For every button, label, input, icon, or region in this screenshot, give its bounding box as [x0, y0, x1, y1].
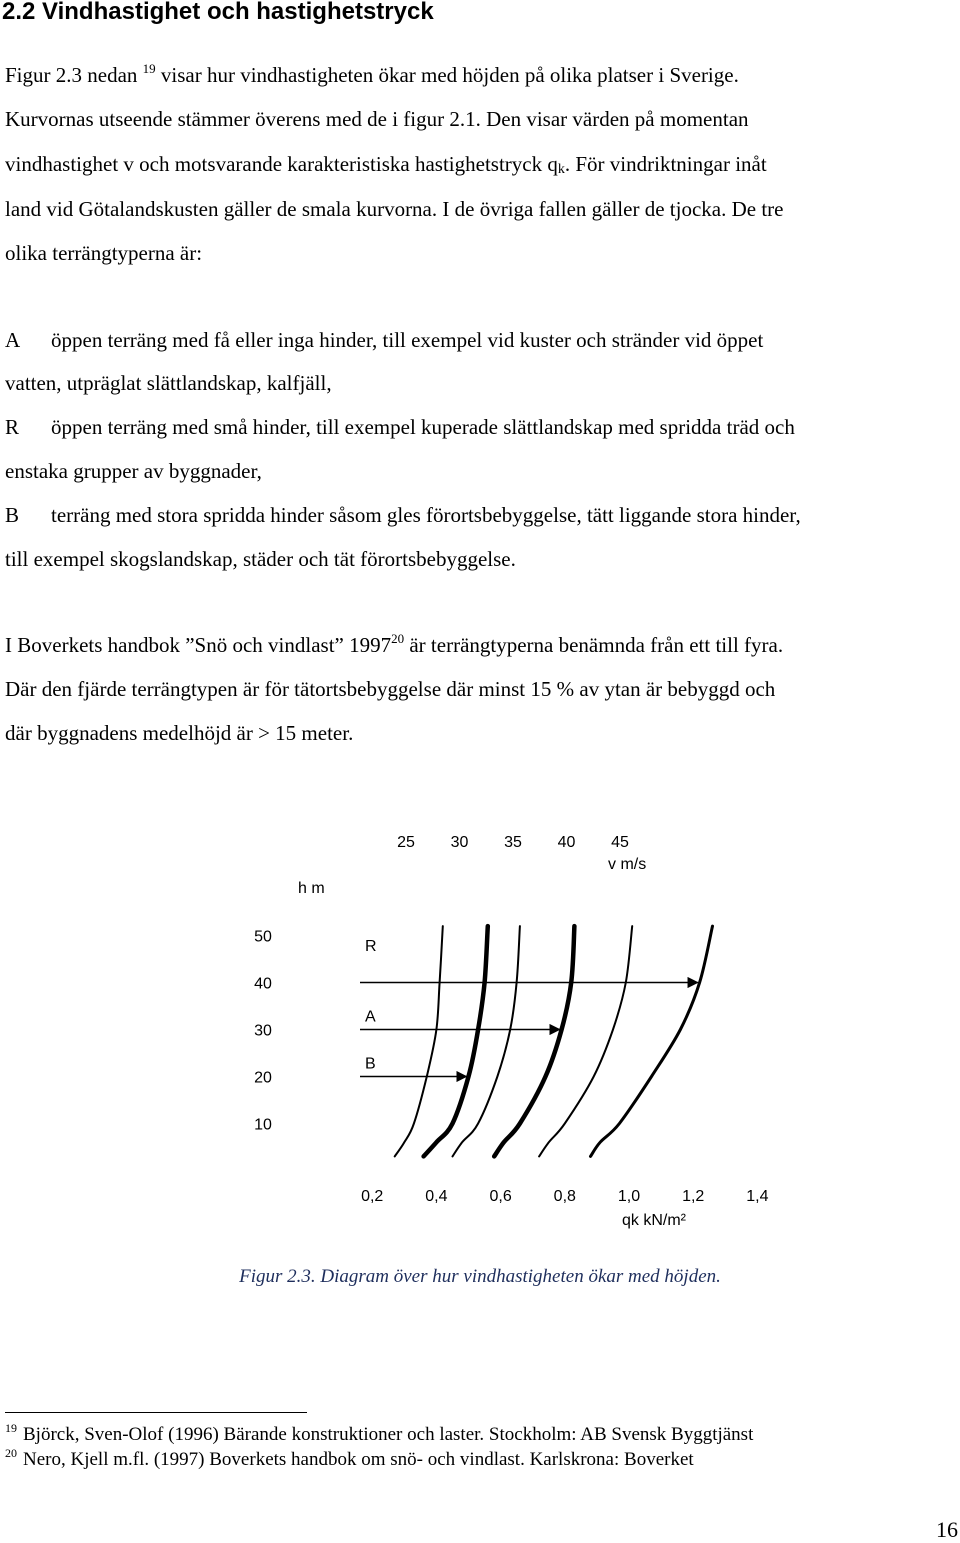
top-axis-ticks — [397, 834, 629, 851]
terrain-text-a: öppen terräng med få eller inga hinder, till exempel vid kuster och stränder vid öppet — [51, 328, 764, 352]
footnote-ref-20[interactable]: 20 — [391, 631, 405, 646]
y-tick-20: 20 — [254, 1069, 272, 1087]
bottom-tick-1,4: 1,4 — [746, 1188, 769, 1205]
paragraph2-line1 — [5, 632, 783, 658]
paragraph1-line2: Kurvornas utseende stämmer överens med de i figur 2.1. Den visar värden på momentan — [5, 107, 749, 131]
bottom-tick-1,0: 1,0 — [617, 1188, 641, 1205]
bottom-tick-0,8: 0,8 — [553, 1188, 576, 1205]
figure-caption: Figur 2.3. Diagram över hur vindhastigheten ökar med höjden. — [239, 1266, 721, 1287]
terrain-item-b — [5, 502, 801, 528]
terrain-letter-a: A — [5, 328, 21, 352]
section-heading: 2.2 Vindhastighet och hastighetstryck — [2, 0, 434, 25]
footnote-text-19: Björck, Sven-Olof (1996) Bärande konstruktioner och laster. Stockholm: AB Svensk Byggtjänst — [23, 1424, 754, 1445]
p1-l3-sub: k — [557, 162, 565, 177]
bottom-tick-1,2: 1,2 — [682, 1188, 705, 1205]
y-tick-30: 30 — [254, 1022, 272, 1040]
paragraph1-line1 — [5, 62, 739, 88]
p1-text-a: Figur 2.3 nedan — [5, 63, 138, 87]
footnote-19 — [5, 1423, 753, 1447]
footnote-text-20: Nero, Kjell m.fl. (1997) Boverkets handbok om snö- och vindlast. Karlskrona: Boverket — [23, 1449, 694, 1470]
footnote-rule — [5, 1412, 307, 1413]
top-tick-45: 45 — [611, 834, 629, 851]
top-tick-30: 30 — [450, 834, 469, 851]
footnote-20 — [5, 1448, 694, 1472]
top-tick-40: 40 — [557, 834, 576, 851]
p2-text-a: I Boverkets handbok ”Snö och vindlast” 1997 — [5, 633, 392, 657]
y-axis-ticks — [254, 929, 272, 1134]
terrain-text-b: terräng med stora spridda hinder såsom gles förortsbebyggelse, tätt liggande stora hinder, — [51, 503, 801, 527]
page-number: 16 — [936, 1517, 958, 1542]
terrain-letter-b: B — [5, 503, 20, 527]
y-tick-50: 50 — [254, 928, 272, 946]
p1-l3-a: vindhastighet v och motsvarande karakteristiska hastighetstryck q — [5, 152, 558, 176]
terrain-label-r: R — [365, 938, 377, 955]
terrain-letter-r: R — [5, 415, 20, 439]
bottom-axis-label: qk kN/m² — [622, 1212, 686, 1229]
curve-a — [494, 926, 574, 1156]
terrain-item-r — [5, 414, 795, 440]
bottom-tick-0,4: 0,4 — [425, 1188, 448, 1205]
p1-text-b: visar hur vindhastigheten ökar med höjden på olika platser i Sverige. — [160, 63, 739, 87]
terrain-cont-b: till exempel skogslandskap, städer och tät förortsbebyggelse. — [5, 547, 516, 571]
y-tick-40: 40 — [254, 975, 272, 993]
arrows — [360, 983, 698, 1077]
top-axis-label: v m/s — [608, 856, 647, 873]
paragraph2-line3: där byggnadens medelhöjd är > 15 meter. — [5, 721, 354, 745]
p2-text-b: är terrängtyperna benämnda från ett till fyra. — [409, 633, 784, 657]
curve-r-smal — [539, 926, 632, 1156]
terrain-text-r: öppen terräng med små hinder, till exempel kuperade slättlandskap med spridda träd och — [51, 415, 795, 439]
top-tick-35: 35 — [504, 834, 522, 851]
footnote-num-19: 19 — [5, 1421, 17, 1435]
top-tick-25: 25 — [397, 834, 415, 851]
footnote-ref-19[interactable]: 19 — [142, 61, 156, 76]
paragraph2-line2: Där den fjärde terrängtypen är för tätortsbebyggelse där minst 15 % av ytan är bebyggd och — [5, 677, 776, 701]
p1-l3-b: . För vindriktningar inåt — [564, 152, 767, 176]
paragraph1-line3 — [5, 151, 767, 177]
y-axis-label: h m — [298, 880, 325, 897]
paragraph1-line4: land vid Götalandskusten gäller de smala kurvorna. I de övriga fallen gäller de tjocka. De tre — [5, 197, 784, 221]
curves — [395, 926, 713, 1156]
terrain-cont-r: enstaka grupper av byggnader, — [5, 459, 262, 483]
bottom-tick-0,6: 0,6 — [489, 1188, 512, 1205]
bottom-axis-ticks — [361, 1188, 769, 1205]
terrain-label-b: B — [365, 1055, 376, 1073]
terrain-item-a — [5, 327, 763, 353]
terrain-label-a: A — [365, 1008, 376, 1026]
paragraph1-line5: olika terrängtyperna är: — [5, 241, 203, 265]
y-tick-10: 10 — [254, 1116, 272, 1134]
wind-speed-height-chart — [0, 800, 960, 1240]
footnote-num-20: 20 — [5, 1446, 17, 1460]
curve-b-smal — [395, 926, 443, 1156]
terrain-labels — [365, 938, 377, 1073]
terrain-cont-a: vatten, utpräglat slättlandskap, kalfjäll, — [5, 371, 332, 395]
bottom-tick-0,2: 0,2 — [361, 1188, 384, 1205]
